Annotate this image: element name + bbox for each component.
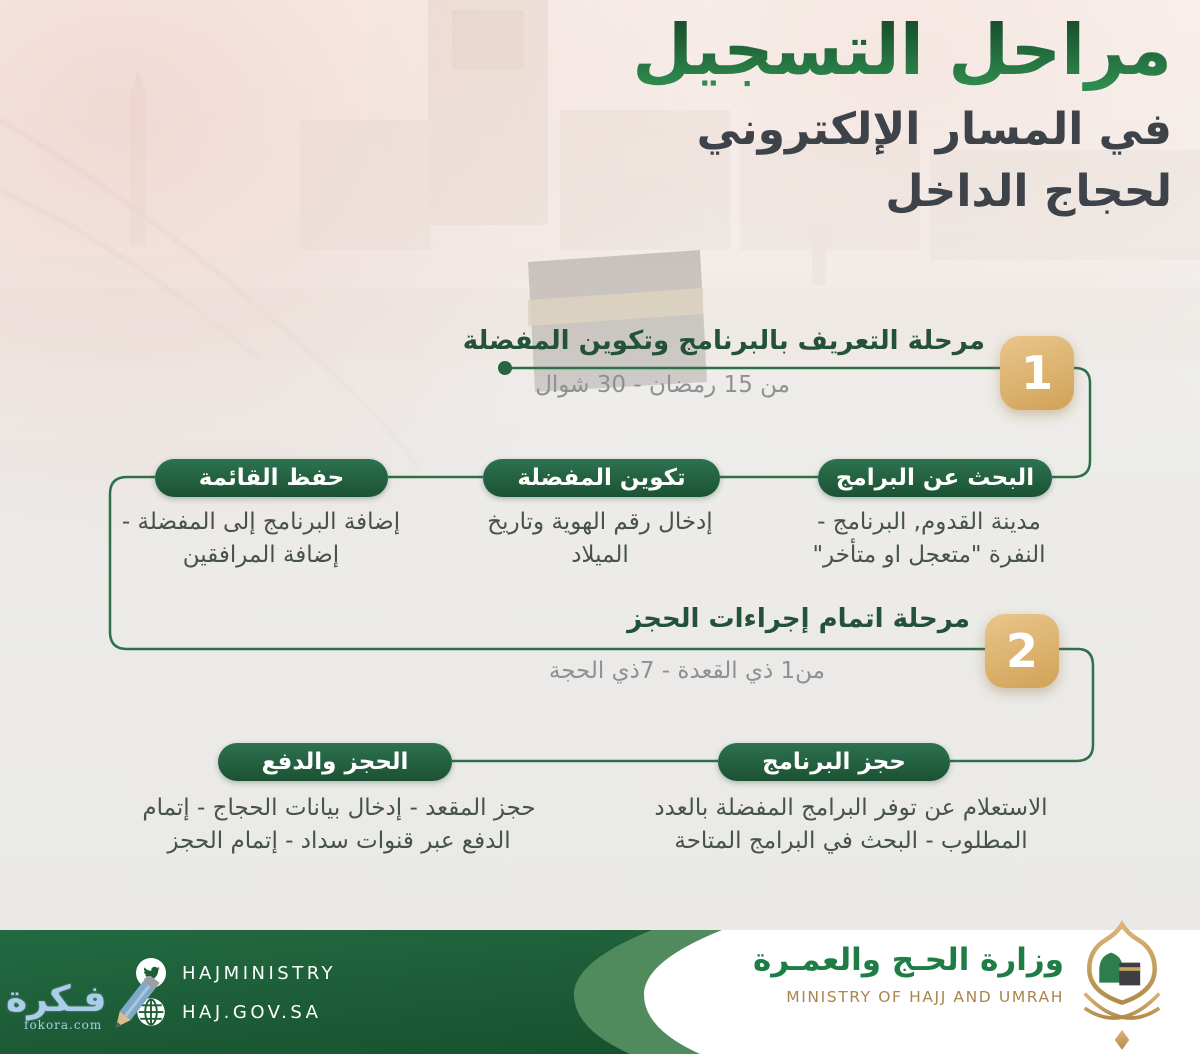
ministry-logo [1072,920,1172,1054]
kaaba-cube [1119,963,1140,986]
page-subtitle-1: في المسار الإلكتروني [696,104,1172,155]
pencil-icon [108,976,160,1040]
ministry-name-arabic: وزارة الحـج والعمـرة [752,942,1064,978]
step-book-program-desc: الاستعلام عن توفر البرامج المفضلة بالعدد المطلوب - البحث في البرامج المتاحة [654,795,1048,855]
step-create-favorites-pill: تكوين المفضلة [483,459,720,497]
ministry-name-english: MINISTRY OF HAJJ AND UMRAH [786,988,1064,1006]
fokora-watermark-domain: fokora.com [24,1018,103,1032]
step-save-list-desc: إضافة البرنامج إلى المفضلة - إضافة المرافقين [121,509,401,569]
step-booking-payment-desc: حجز المقعد - إدخال بيانات الحجاج - إتمام الدفع عبر قنوات سداد - إتمام الحجز [142,795,536,855]
page-title: مراحل التسجيل [632,9,1172,91]
stage-1-number-badge: 1 [1000,336,1074,410]
step-book-program-pill: حجز البرنامج [718,743,950,781]
page-subtitle-2: لحجاج الداخل [885,166,1172,217]
footer-bar [0,930,1200,1054]
step-booking-payment-pill: الحجز والدفع [218,743,452,781]
website-label: HAJ.GOV.SA [182,1001,322,1023]
stage-1-date: من 15 رمضان - 30 شوال [535,372,790,398]
stage-2-date: من1 ذي القعدة - 7ذي الحجة [548,658,825,684]
crossed-swords [1085,994,1160,1018]
step-create-favorites-desc: إدخال رقم الهوية وتاريخ الميلاد [487,509,713,569]
step-save-list-pill: حفظ القائمة [155,459,388,497]
step-search-programs-desc: مدينة القدوم, البرنامج - النفرة "متعجل او متأخر" [812,509,1046,569]
fokora-watermark [6,979,176,1032]
fokora-watermark-arabic: فـكرة [6,979,107,1020]
stage-2-number-badge: 2 [985,614,1059,688]
step-search-programs-pill: البحث عن البرامج [818,459,1052,497]
twitter-handle-label: HAJMINISTRY [182,962,337,984]
stage-1-title: مرحلة التعريف بالبرنامج وتكوين المفضلة [462,326,985,356]
stage-2-title: مرحلة اتمام إجراءات الحجز [627,604,970,634]
line-end-dot [498,361,512,375]
